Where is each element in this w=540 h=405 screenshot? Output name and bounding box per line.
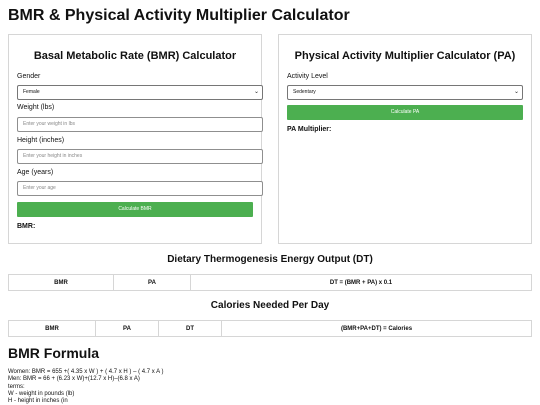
activity-level-select[interactable] [287,85,523,100]
calculate-pa-button[interactable]: Calculate PA [287,105,523,120]
bmr-panel-title: Basal Metabolic Rate (BMR) Calculator [33,50,237,62]
calories-col-total: (BMR+PA+DT) = Calories [222,321,532,337]
gender-select-value: Female [23,89,40,95]
weight-label: Weight (lbs) [17,104,55,111]
formula-line-weight: W - weight in pounds (lb) [8,390,75,397]
calories-col-bmr: BMR [9,321,96,337]
calories-section-title: Calories Needed Per Day [210,300,330,311]
calculate-bmr-button[interactable]: Calculate BMR [17,202,253,217]
height-label: Height (inches) [17,137,65,144]
activity-level-select-value: Sedentary [293,89,316,95]
calories-col-dt: DT [159,321,222,337]
page-title: BMR & Physical Activity Multiplier Calculator [8,7,350,24]
weight-input[interactable]: Enter your weight in lbs [17,117,263,132]
calories-col-pa: PA [96,321,159,337]
dt-col-bmr: BMR [9,275,114,291]
gender-select[interactable] [17,85,263,100]
dt-col-pa: PA [114,275,191,291]
formula-line-men: Men: BMR = 66 + (6.23 x W)+(12.7 x H)–(6.8 x A) [8,376,140,383]
dt-col-formula: DT = (BMR + PA) x 0.1 [191,275,532,291]
table-row [9,321,532,337]
formula-line-women: Women: BMR = 655 +( 4.35 x W ) + ( 4.7 x H ) – ( 4.7 x A ) [8,369,164,375]
formula-line-terms: terms: [8,383,25,390]
bmr-formula-text [8,369,163,405]
calories-table [8,320,532,337]
chevron-down-icon: ⌄ [513,89,519,95]
pa-multiplier-result-label: PA Multiplier: [287,126,332,133]
age-label: Age (years) [17,169,54,176]
height-input[interactable]: Enter your height in inches [17,149,263,164]
pa-calculator-panel [278,34,532,244]
age-input[interactable]: Enter your age [17,181,263,196]
bmr-result-label: BMR: [17,223,36,230]
pa-panel-title: Physical Activity Multiplier Calculator (PA) [294,50,516,62]
chevron-down-icon: ⌄ [253,89,259,95]
dt-table [8,274,532,291]
dt-section-title: Dietary Thermogenesis Energy Output (DT) [167,254,373,265]
bmr-calculator-panel [8,34,262,244]
gender-label: Gender [17,73,41,80]
table-row [9,275,532,291]
bmr-formula-title: BMR Formula [8,345,99,361]
formula-line-height: H - height in inches (in [8,398,68,405]
activity-level-label: Activity Level [287,73,328,80]
